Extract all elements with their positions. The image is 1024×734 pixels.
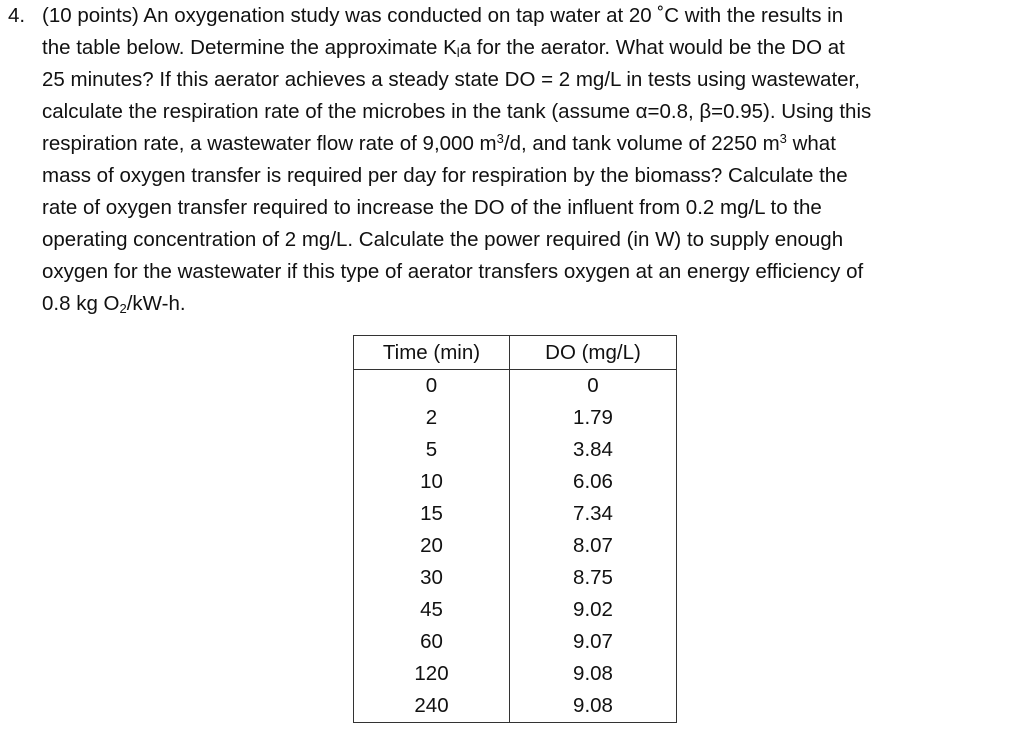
table-row (354, 530, 677, 562)
time-cell: 240 (354, 690, 510, 723)
problem-text: a for the aerator. What would be the DO at (459, 36, 845, 59)
superscript: 3 (496, 131, 504, 146)
table-row (354, 370, 677, 403)
problem-statement (8, 0, 1020, 320)
oxygenation-data-table (353, 335, 677, 723)
table-row (354, 434, 677, 466)
column-header-time: Time (min) (354, 336, 510, 370)
do-cell: 7.34 (573, 502, 613, 525)
do-cell: 8.75 (573, 566, 613, 589)
table-row (354, 658, 677, 690)
problem-line-4 (8, 96, 1020, 128)
problem-text: oxygen for the wastewater if this type of aerator transfers oxygen at an energy efficiency of (42, 260, 864, 283)
time-cell: 45 (354, 594, 510, 626)
do-cell: 9.02 (573, 598, 613, 621)
do-cell: 8.07 (573, 534, 613, 557)
problem-text: respiration rate, a wastewater flow rate of 9,000 m (42, 132, 497, 155)
problem-text: 25 minutes? If this aerator achieves a steady state DO = 2 mg/L in tests using wastewater, (42, 68, 860, 91)
table-row (354, 498, 677, 530)
table-row (354, 626, 677, 658)
problem-text: /d, and tank volume of 2250 m (503, 132, 780, 155)
table-header-row (354, 336, 677, 370)
problem-text: mass of oxygen transfer is required per day for respiration by the biomass? Calculate the (42, 164, 848, 187)
do-cell: 0 (587, 374, 599, 397)
do-cell: 1.79 (573, 406, 613, 429)
do-cell: 9.08 (573, 694, 613, 717)
subscript: 2 (119, 301, 127, 316)
problem-text: the table below. Determine the approximate K (42, 36, 457, 59)
problem-text: calculate the respiration rate of the microbes in the tank (assume α=0.8, β=0.95). Using this (42, 100, 872, 123)
table-row (354, 402, 677, 434)
table-row (354, 690, 677, 723)
table-row (354, 594, 677, 626)
do-cell: 6.06 (573, 470, 613, 493)
problem-line-5 (8, 128, 1020, 160)
problem-line-2 (8, 32, 1020, 64)
problem-line-9 (8, 256, 1020, 288)
do-cell: 9.08 (573, 662, 613, 685)
problem-text: /kW-h. (126, 292, 186, 315)
table-row (354, 466, 677, 498)
problem-text: what (786, 132, 836, 155)
problem-text: (10 points) An oxygenation study was conducted on tap water at 20 ˚C with the results in (42, 4, 844, 27)
column-header-do: DO (mg/L) (510, 336, 677, 370)
problem-line-6 (8, 160, 1020, 192)
time-cell: 20 (354, 530, 510, 562)
problem-line-8 (8, 224, 1020, 256)
problem-line-10 (8, 288, 1020, 320)
problem-line-7 (8, 192, 1020, 224)
subscript: l (456, 45, 460, 60)
do-cell: 9.07 (573, 630, 613, 653)
do-cell: 3.84 (573, 438, 613, 461)
table-row (354, 562, 677, 594)
time-cell: 30 (354, 562, 510, 594)
problem-number: 4. (8, 4, 26, 27)
time-cell: 15 (354, 498, 510, 530)
data-table-container (353, 335, 677, 723)
problem-line-1 (8, 0, 1020, 32)
time-cell: 2 (354, 402, 510, 434)
problem-line-3 (8, 64, 1020, 96)
superscript: 3 (779, 131, 787, 146)
time-cell: 0 (354, 370, 510, 403)
time-cell: 120 (354, 658, 510, 690)
problem-text: 0.8 kg O (42, 292, 120, 315)
time-cell: 5 (354, 434, 510, 466)
time-cell: 10 (354, 466, 510, 498)
time-cell: 60 (354, 626, 510, 658)
problem-text: rate of oxygen transfer required to increase the DO of the influent from 0.2 mg/L to the (42, 196, 822, 219)
problem-text: operating concentration of 2 mg/L. Calculate the power required (in W) to supply enough (42, 228, 844, 251)
